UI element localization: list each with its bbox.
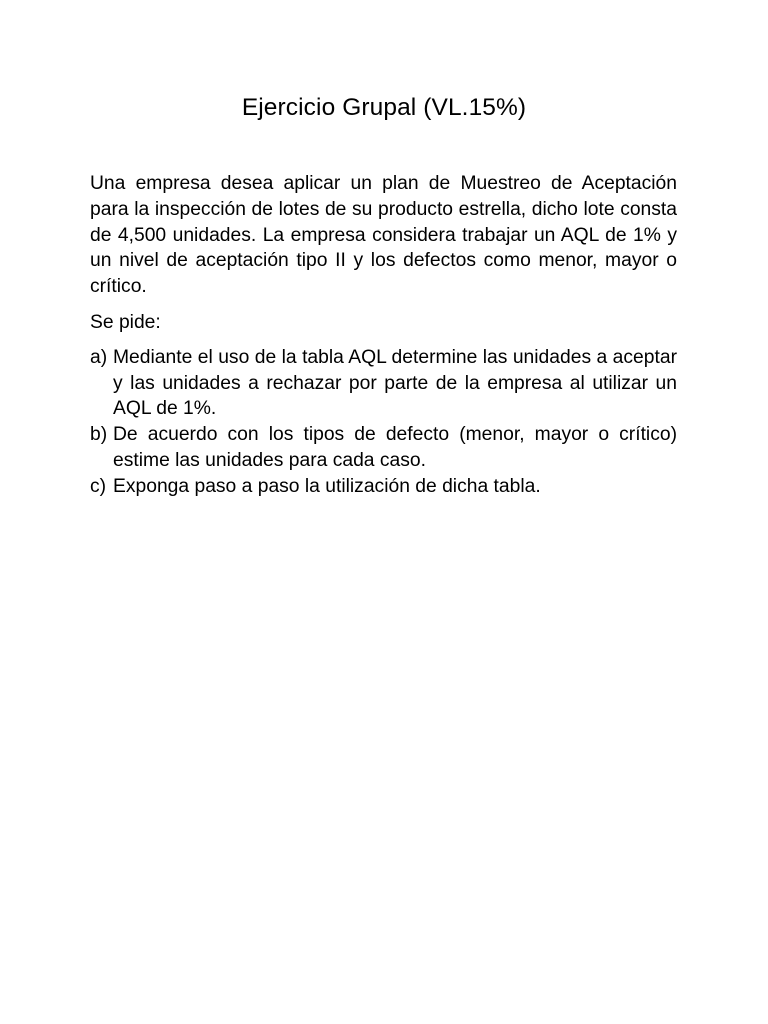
intro-paragraph: Una empresa desea aplicar un plan de Muestreo de Aceptación para la inspección de lotes de su producto estrella, dicho lote consta de 4,500 unidades. La empresa considera trabajar un AQL de 1% y un nivel de aceptación tipo II y los defectos como menor, mayor o crítico. <box>90 173 677 298</box>
list-marker: a) <box>90 346 108 368</box>
task-text: Mediante el uso de la tabla AQL determine las unidades a aceptar y las unidades a rechazar por parte de la empresa al utilizar un AQL de 1%. <box>113 346 677 420</box>
task-list <box>90 345 677 500</box>
task-item-a <box>90 345 677 422</box>
document-body <box>90 171 677 500</box>
task-item-c <box>90 474 677 500</box>
list-marker: c) <box>90 475 107 497</box>
task-text: De acuerdo con los tipos de defecto (menor, mayor o crítico) estime las unidades para cada caso. <box>113 424 677 471</box>
list-marker: b) <box>90 424 108 446</box>
task-text: Exponga paso a paso la utilización de dicha tabla. <box>113 475 541 497</box>
task-heading: Se pide: <box>90 311 161 333</box>
document-title: Ejercicio Grupal (VL.15%) <box>241 94 527 121</box>
task-item-b <box>90 422 677 474</box>
